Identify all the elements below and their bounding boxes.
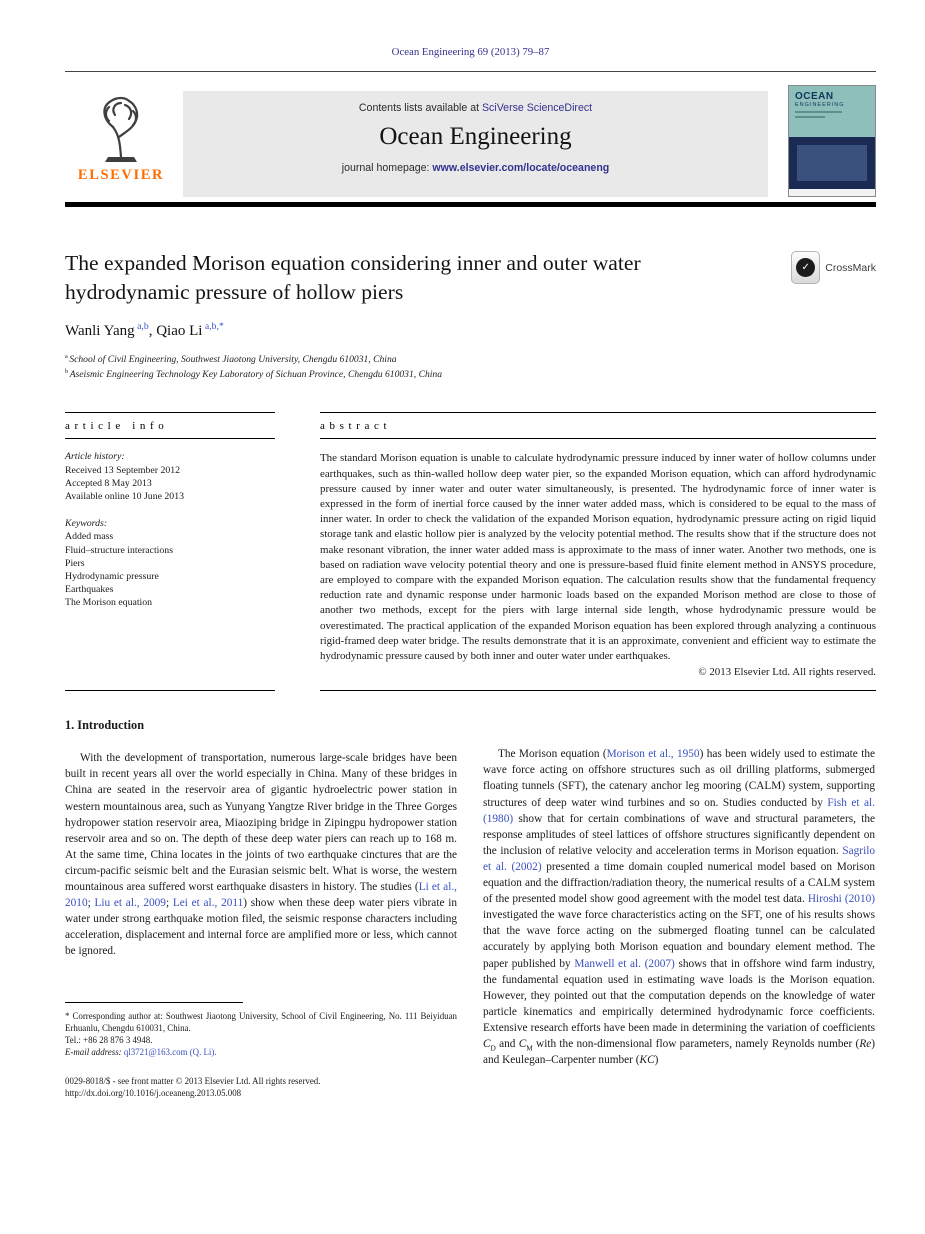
keyword: Piers: [65, 557, 85, 569]
text-run: ): [654, 1054, 659, 1067]
inline-link[interactable]: Fish et al. (1980): [483, 796, 875, 825]
text-run: presented a time domain coupled numerical model based on Morison equation and the diffraction/radiation theory, the numerical results of a CALM system of the presented model show good agreement with the model test data.: [483, 860, 875, 906]
text-run: ;: [87, 897, 95, 910]
article-history: [65, 450, 275, 503]
journal-banner: [183, 91, 768, 197]
text-run: shows that in offshore wind farm industry, the fundamental equation used in estimating wave loads is the Morison equation. However, they pointed out that the computation depends on the knowledge of water particle kinematics and empirically determined hydrodynamic force coefficients. Extensive research efforts have been made in determining the variation of coefficients: [483, 957, 875, 1034]
text-run: M: [526, 1043, 533, 1053]
text-run: ) and Keulegan–Carpenter number (: [483, 1037, 875, 1067]
history-online: Available online 10 June 2013: [65, 491, 184, 503]
inline-link[interactable]: Li et al., 2010: [65, 881, 457, 910]
text-run: a: [65, 353, 70, 361]
text-run: and: [495, 1037, 519, 1050]
cover-title: OCEAN: [795, 91, 834, 102]
body-columns: [65, 718, 876, 1099]
cover-decoration-line: [795, 116, 825, 118]
telephone-note: [65, 1034, 457, 1046]
text-run: With the development of transportation, numerous large-scale bridges have been built in recent years all over the world especially in China. Many of these bridges in China are seated in the reservoir area of gigantic hydroelectric power station in western mountainous area, such as Yunyang Yangtze River bridge in the Three Gorges hydropower station reservoir area, Miaoziping bridge in Zipingpu hydropower station reservoir area and so on. The depth of these deep water piers can reach up to 168 m. At the same time, China locates in the joints of two earthquake cinctures that are the circum-pacific seismic belt and the Eurasian seismic belt. What is worse, the western mountainous area suffered worst earthquake disasters in history. The studies (: [65, 752, 457, 894]
corresponding-author-note: [65, 1010, 457, 1034]
text-run: b: [65, 367, 70, 375]
keyword: Fluid–structure interactions: [65, 544, 174, 556]
cover-footer-strip: [789, 189, 875, 196]
text-run: The Morison equation (: [498, 748, 607, 761]
meta-block: [65, 412, 876, 691]
journal-citation[interactable]: Ocean Engineering 69 (2013) 79–87: [391, 46, 550, 58]
text-run: E-mail address:: [65, 1046, 124, 1057]
affiliations: [65, 353, 876, 382]
text-run: Re: [859, 1037, 872, 1050]
text-run: C: [483, 1037, 491, 1050]
keyword: Hydrodynamic pressure: [65, 571, 159, 583]
header-divider: [65, 202, 876, 207]
crossmark-icon: [791, 251, 820, 284]
homepage-line: [183, 162, 768, 174]
abstract-column: [320, 412, 876, 691]
inline-link[interactable]: (Q. Li).: [187, 1046, 217, 1057]
article-info-column: [65, 412, 275, 691]
inline-link[interactable]: Manwell et al. (2007): [574, 957, 675, 970]
text-run: School of Civil Engineering, Southwest Jiaotong University, Chengdu 610031, China: [69, 354, 397, 366]
history-label: Article history:: [65, 451, 125, 463]
cover-subtitle: ENGINEERING: [795, 102, 845, 108]
text-run: Wanli Yang: [65, 323, 135, 340]
elsevier-wordmark: ELSEVIER: [77, 167, 165, 183]
history-accepted: Accepted 8 May 2013: [65, 477, 152, 489]
text-run: ;: [165, 897, 173, 910]
cover-decoration-line: [795, 111, 842, 113]
keyword: Earthquakes: [65, 584, 114, 596]
section-heading-introduction: 1. Introduction: [65, 718, 145, 733]
text-run: show that for certain combinations of wave and structural parameters, the response amplitudes of steel lattices of offshore structures significantly dependent on the inclusion of relative velocity and acceleration terms in Morison equation.: [483, 812, 875, 857]
text-run: KC: [639, 1054, 655, 1067]
text-run: ) has been widely used to estimate the wave force acting on offshore structures such as oil drilling platforms, submerged floating tunnels (SFT), the catenary anchor leg mooring (CALM) system, supporting structures of deep water wind turbines and so on. Studies conducted by: [483, 748, 875, 809]
title-row: [65, 249, 876, 306]
history-received: Received 13 September 2012: [65, 464, 181, 476]
elsevier-tree-icon: [88, 91, 154, 165]
imprint-block: [65, 1075, 457, 1100]
inline-link[interactable]: ql3721@163.com: [123, 1046, 188, 1057]
text-run: with the non-dimensional flow parameters, namely Reynolds number (: [532, 1037, 860, 1050]
abstract-heading: abstract: [320, 413, 876, 439]
right-column: [483, 718, 875, 1099]
top-rule: [65, 71, 876, 72]
contents-prefix: Contents lists available at: [358, 102, 482, 114]
inline-link[interactable]: Morison et al., 1950: [606, 748, 700, 761]
copyright-line: © 2013 Elsevier Ltd. All rights reserved.: [698, 666, 876, 679]
text-run: Aseismic Engineering Technology Key Laboratory of Sichuan Province, Chengdu 610031, China: [69, 368, 443, 380]
crossmark-label: CrossMark: [825, 261, 876, 274]
text-run: C: [518, 1037, 527, 1050]
footnote-rule: [65, 1002, 243, 1003]
footnote-block: [65, 1002, 457, 1058]
sciverse-sciencedirect-link[interactable]: SciVerse ScienceDirect: [481, 102, 593, 114]
text-run: ) show when these deep water piers vibrate in water under strong earthquake motion filed, the seismic response characters including acceleration, displacement and internal force are amplified more or less, which cannot be ignored.: [65, 897, 457, 958]
journal-homepage-link[interactable]: www.elsevier.com/locate/oceaneng: [432, 162, 610, 174]
keyword: The Morison equation: [65, 597, 153, 609]
elsevier-logo[interactable]: [65, 91, 177, 197]
intro-paragraph: [65, 750, 457, 959]
contents-line: [183, 102, 768, 114]
cover-masthead: [789, 86, 875, 108]
crossmark-check-icon: ✓: [796, 258, 815, 277]
journal-cover-thumbnail[interactable]: [788, 85, 876, 197]
journal-title: Ocean Engineering: [379, 123, 572, 150]
text-run: D: [490, 1043, 496, 1053]
text-run: , Qiao Li: [148, 323, 203, 340]
keywords-label: Keywords:: [65, 518, 108, 530]
keywords-block: [65, 517, 275, 623]
text-run: investigated the wave force characteristics acting on the SFT, one of his results shows that the wave force acting on the submerged floating tunnel can be calculated accurately by applying both Morison equation and boundary element method. The paper published by: [483, 909, 875, 970]
inline-link[interactable]: Hiroshi (2010): [807, 893, 875, 906]
affiliation-b: [65, 368, 876, 383]
crossmark-badge[interactable]: [791, 251, 876, 284]
homepage-prefix: journal homepage:: [341, 162, 433, 174]
issn-line: 0029-8018/$ - see front matter © 2013 Elsevier Ltd. All rights reserved.: [65, 1075, 321, 1086]
article-title: The expanded Morison equation considering inner and outer water hydrodynamic pressure of hollow piers: [65, 251, 641, 304]
inline-link[interactable]: a,b: [134, 321, 149, 333]
abstract-text: The standard Morison equation is unable to calculate hydrodynamic pressure induced by inner water of hollow columns under earthquakes, such as thin-walled hollow deep water pier, so the expanded Morison equation, which can afford hydrodynamic pressure caused by inner water and outer water simultaneously, is presented. The hydrodynamic force of inner water is expressed in the form of inertial force caused by the inner water added mass, which is considered to be equal to the mass of inner water. In order to check the validation of the expanded Morison equation, hydrodynamic pressure acting on rigid liquid storage tank and elastic hollow pier is analyzed by the velocity potential method. The results show that if the structure does not make resonant vibration, the inner water added mass is approximate to the mass of inner water. Another two methods, one is based on radiation wave velocity potential theory and one is pressure-based fluid finite element method in ANSYS procedure, are employed to compare with the expanded Morison equation. The calculation results show that the fundamental frequency reduction rate and dynamic response under harmonic loads based on the expanded Morison method are close to those of another two methods, except for the piers with large internal side length, whose hydrodynamic pressure would be overestimated. The practical application of the expanded Morison equation has been explored through analyzing a continuous rigid-framed deep water bridge. The results demonstrate that it is an approximate, convenient and efficient way to estimate the hydrodynamic pressure caused by both inner and outer water under earthquakes.: [320, 452, 876, 663]
cover-art: [789, 137, 875, 189]
inline-link[interactable]: Sagrilo et al. (2002): [483, 844, 875, 873]
text-run: Tel.: +86 28 876 3 4948.: [65, 1034, 153, 1045]
left-column: [65, 718, 457, 1099]
masthead: [65, 91, 876, 197]
keyword: Added mass: [65, 531, 114, 543]
cover-art-image: [797, 145, 867, 181]
morison-paragraph: [483, 746, 875, 1068]
text-run: * Corresponding author at: Southwest Jiaotong University, School of Civil Engineering, No. 111 Beiyiduan Erhuanlu, Chengdu 610031, China.: [65, 1010, 457, 1033]
doi-link[interactable]: http://dx.doi.org/10.1016/j.oceaneng.2013.05.008: [65, 1088, 242, 1099]
article-info-heading: article info: [65, 413, 275, 439]
author-names: [65, 323, 876, 340]
email-note: [65, 1046, 457, 1058]
inline-link[interactable]: Liu et al., 2009: [94, 897, 166, 910]
inline-link[interactable]: Lei et al., 2011: [172, 897, 244, 910]
inline-link[interactable]: a,b,*: [202, 321, 224, 333]
affiliation-a: [65, 353, 876, 368]
